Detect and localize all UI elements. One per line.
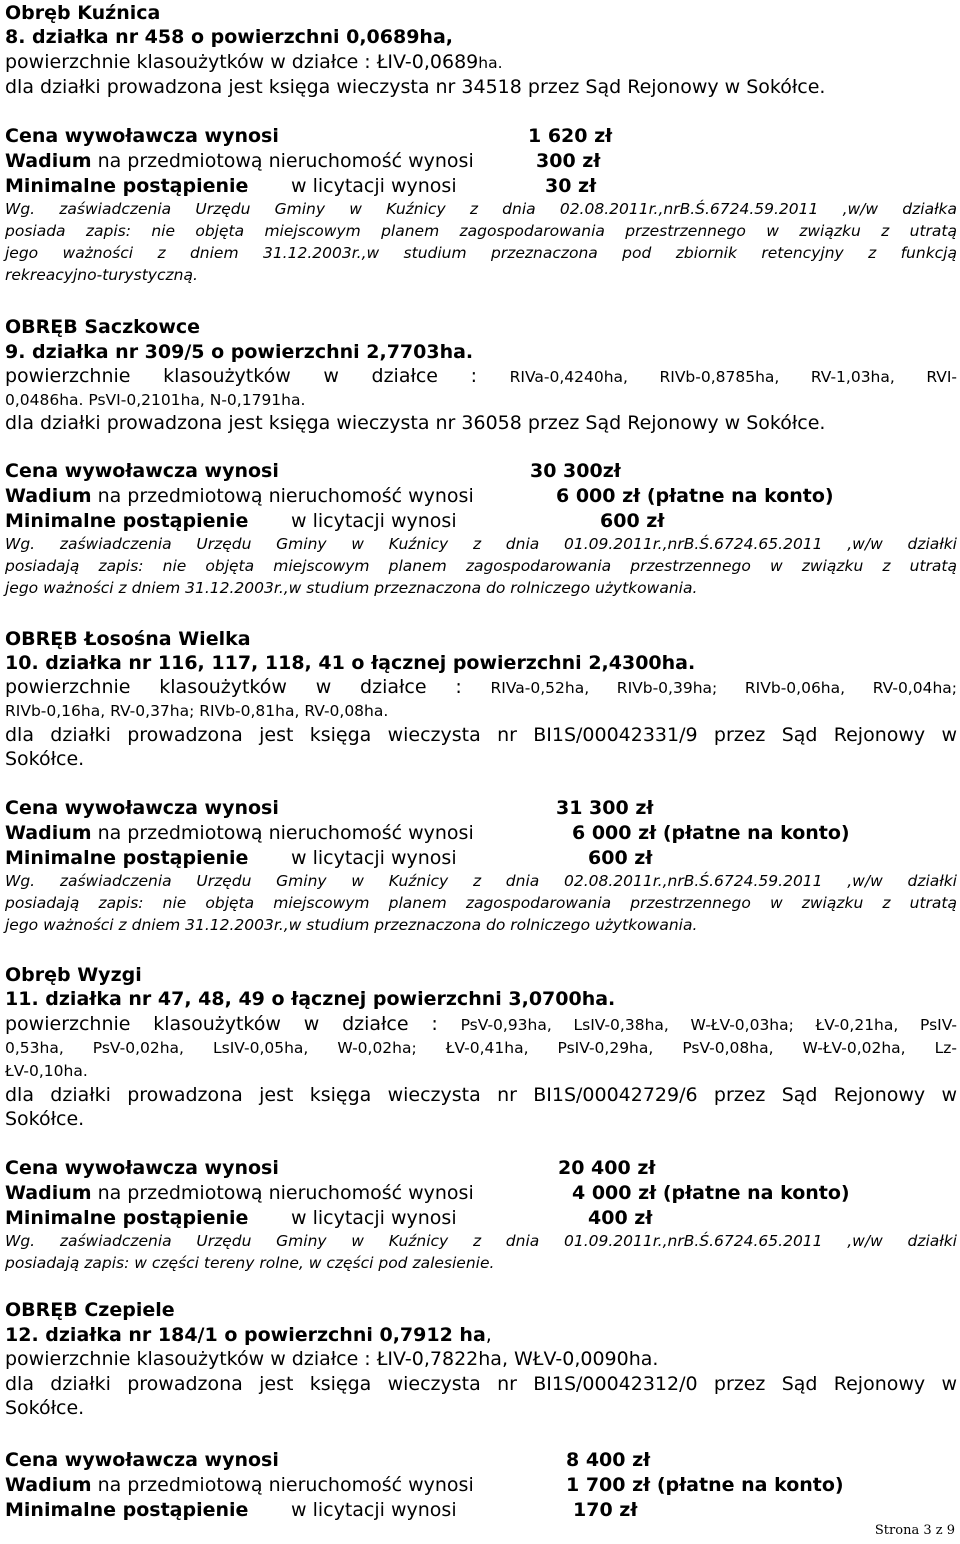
deposit-value: 6 000 zł (płatne na konto) bbox=[572, 822, 850, 844]
land-register: dla działki prowadzona jest księga wieczysta nr 36058 przez Sąd Rejonowy w Sokółce. bbox=[5, 412, 826, 434]
plot-classes: powierzchnie klasoużytków w działce : ŁIV-0,7822ha, WŁV-0,0090ha. bbox=[5, 1348, 659, 1370]
price-value: 8 400 zł bbox=[566, 1449, 651, 1471]
min-bid-row: Minimalne postąpienie w licytacji wynosi 600 zł bbox=[5, 847, 653, 869]
plot-classes-cont: RIVb-0,16ha, RV-0,37ha; RIVb-0,81ha, RV-0,08ha. bbox=[5, 702, 389, 720]
min-bid-value: 400 zł bbox=[588, 1207, 653, 1229]
zoning-note: Wg. zaświadczenia Urzędu Gminy w Kuźnicy z dnia 02.08.2011r.,nrB.Ś.6724.59.2011 ,w/w działki posiadają zapis: nie objęta miejscowym planem zagospodarowania przestrzennego w związku z utratą jego ważności z dniem 31.12.2003r.,w studium przeznaczona do rolniczego użytkowania. bbox=[5, 872, 957, 934]
min-bid-value: 600 zł bbox=[600, 510, 665, 532]
price-value: 20 400 zł bbox=[558, 1157, 656, 1179]
section-heading: Obręb Kuźnica bbox=[5, 2, 161, 24]
price-row: Cena wywoławcza wynosi 8 400 zł bbox=[5, 1449, 651, 1471]
price-row: Cena wywoławcza wynosi 30 300zł bbox=[5, 460, 621, 482]
min-bid-value: 30 zł bbox=[545, 175, 597, 197]
section-heading: OBRĘB Łosośna Wielka bbox=[5, 628, 251, 650]
land-register-cont: Sokółce. bbox=[5, 1397, 85, 1419]
plot-classes-cont: 0,53ha, PsV-0,02ha, LsIV-0,05ha, W-0,02ha; ŁV-0,41ha, PsIV-0,29ha, PsV-0,08ha, W-ŁV-0,02ha, Lz- bbox=[5, 1039, 957, 1057]
section-heading: Obręb Wyzgi bbox=[5, 964, 142, 986]
plot-classes: powierzchnie klasoużytków w działce : RIVa-0,52ha, RIVb-0,39ha; RIVb-0,06ha, RV-0,04ha; bbox=[5, 676, 957, 698]
min-bid-row: Minimalne postąpienie w licytacji wynosi 170 zł bbox=[5, 1499, 638, 1521]
min-bid-row: Minimalne postąpienie w licytacji wynosi 400 zł bbox=[5, 1207, 653, 1229]
land-register: dla działki prowadzona jest księga wieczysta nr BI1S/00042331/9 przez Sąd Rejonowy w bbox=[5, 724, 957, 746]
deposit-row: Wadium na przedmiotową nieruchomość wynosi 6 000 zł (płatne na konto) bbox=[5, 485, 834, 507]
section-heading: OBRĘB Saczkowce bbox=[5, 316, 201, 338]
price-row: Cena wywoławcza wynosi 1 620 zł bbox=[5, 125, 613, 147]
zoning-note: Wg. zaświadczenia Urzędu Gminy w Kuźnicy z dnia 02.08.2011r.,nrB.Ś.6724.59.2011 ,w/w działka posiada zapis: nie objęta miejscowym planem zagospodarowania przestrzennego w związku z utratą jego ważności z dniem 31.12.2003r.,w studium przeznaczona pod zbiornik retencyjny z funkcją rekreacyjno-turystyczną. bbox=[5, 200, 957, 284]
plot-title: 11. działka nr 47, 48, 49 o łącznej powierzchni 3,0700ha. bbox=[5, 988, 616, 1010]
plot-title: 9. działka nr 309/5 o powierzchni 2,7703ha. bbox=[5, 341, 474, 363]
plot-classes-cont: 0,0486ha. PsVI-0,2101ha, N-0,1791ha. bbox=[5, 391, 306, 409]
min-bid-value: 600 zł bbox=[588, 847, 653, 869]
zoning-note: Wg. zaświadczenia Urzędu Gminy w Kuźnicy z dnia 01.09.2011r.,nrB.Ś.6724.65.2011 ,w/w działki posiadają zapis: nie objęta miejscowym planem zagospodarowania przestrzennego w związku z utratą jego ważności z dniem 31.12.2003r.,w studium przeznaczona do rolniczego użytkowania. bbox=[5, 535, 957, 597]
page-number: Strona 3 z 9 bbox=[874, 1523, 955, 1538]
min-bid-row: Minimalne postąpienie w licytacji wynosi 600 zł bbox=[5, 510, 665, 532]
land-register-cont: Sokółce. bbox=[5, 1108, 85, 1130]
deposit-row: Wadium na przedmiotową nieruchomość wynosi 6 000 zł (płatne na konto) bbox=[5, 822, 850, 844]
min-bid-value: 170 zł bbox=[573, 1499, 638, 1521]
land-register: dla działki prowadzona jest księga wieczysta nr BI1S/00042729/6 przez Sąd Rejonowy w bbox=[5, 1084, 957, 1106]
price-value: 1 620 zł bbox=[528, 125, 613, 147]
deposit-value: 300 zł bbox=[536, 150, 601, 172]
deposit-value: 1 700 zł (płatne na konto) bbox=[566, 1474, 844, 1496]
deposit-value: 4 000 zł (płatne na konto) bbox=[572, 1182, 850, 1204]
plot-classes: powierzchnie klasoużytków w działce : ŁIV-0,0689ha. bbox=[5, 51, 503, 73]
plot-title: 10. działka nr 116, 117, 118, 41 o łącznej powierzchni 2,4300ha. bbox=[5, 652, 696, 674]
min-bid-row: Minimalne postąpienie w licytacji wynosi 30 zł bbox=[5, 175, 597, 197]
zoning-note: Wg. zaświadczenia Urzędu Gminy w Kuźnicy z dnia 01.09.2011r.,nrB.Ś.6724.65.2011 ,w/w działki posiadają zapis: w części tereny rolne, w części pod zalesienie. bbox=[5, 1232, 957, 1272]
price-row: Cena wywoławcza wynosi 31 300 zł bbox=[5, 797, 654, 819]
plot-classes: powierzchnie klasoużytków w działce : RIVa-0,4240ha, RIVb-0,8785ha, RV-1,03ha, RVI- bbox=[5, 365, 958, 387]
price-row: Cena wywoławcza wynosi 20 400 zł bbox=[5, 1157, 656, 1179]
deposit-value: 6 000 zł (płatne na konto) bbox=[556, 485, 834, 507]
price-value: 31 300 zł bbox=[556, 797, 654, 819]
deposit-row: Wadium na przedmiotową nieruchomość wynosi 1 700 zł (płatne na konto) bbox=[5, 1474, 844, 1496]
section-heading: OBRĘB Czepiele bbox=[5, 1299, 175, 1321]
land-register: dla działki prowadzona jest księga wieczysta nr BI1S/00042312/0 przez Sąd Rejonowy w bbox=[5, 1373, 957, 1395]
plot-classes-cont2: ŁV-0,10ha. bbox=[5, 1062, 88, 1080]
land-register-cont: Sokółce. bbox=[5, 748, 85, 770]
price-value: 30 300zł bbox=[530, 460, 621, 482]
plot-classes: powierzchnie klasoużytków w działce : PsV-0,93ha, LsIV-0,38ha, W-ŁV-0,03ha; ŁV-0,21ha, PsIV- bbox=[5, 1013, 958, 1035]
deposit-row: Wadium na przedmiotową nieruchomość wynosi 300 zł bbox=[5, 150, 601, 172]
plot-title: 8. działka nr 458 o powierzchni 0,0689ha, bbox=[5, 26, 453, 48]
plot-title: 12. działka nr 184/1 o powierzchni 0,7912 ha, bbox=[5, 1324, 492, 1346]
land-register: dla działki prowadzona jest księga wieczysta nr 34518 przez Sąd Rejonowy w Sokółce. bbox=[5, 76, 826, 98]
deposit-row: Wadium na przedmiotową nieruchomość wynosi 4 000 zł (płatne na konto) bbox=[5, 1182, 850, 1204]
